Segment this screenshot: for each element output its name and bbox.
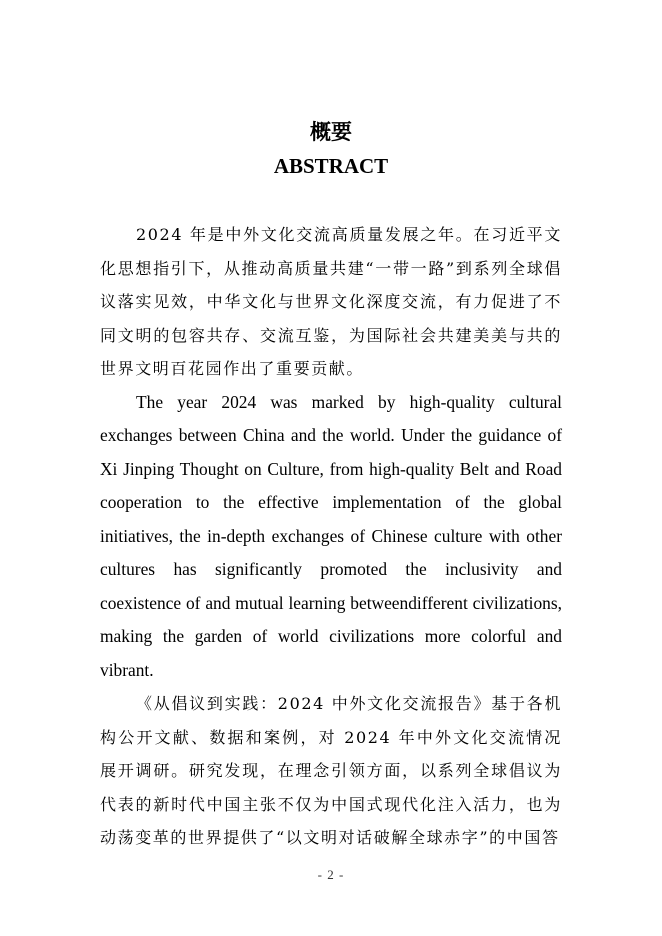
abstract-title-english: ABSTRACT (273, 154, 389, 178)
abstract-body (100, 218, 562, 855)
page-number: - 2 - (317, 867, 345, 882)
paragraph-english-summary: The year 2024 was marked by high-quality cultural exchanges between China and the world. Under the guidance of Xi Jinping Thought on Culture, from high-quality Belt and Road cooperation to the effective implementation of the global initiatives, the in-depth exchanges of Chinese culture with other cultures has significantly promoted the inclusivity and coexistence of and mutual learning betweendifferent civilizations, making the garden of world civilizations more colorful and vibrant. (100, 391, 562, 680)
paragraph-chinese-report: 《从倡议到实践：2024 中外文化交流报告》基于各机构公开文献、数据和案例，对 2024 年中外文化交流情况展开调研。研究发现，在理念引领方面，以系列全球倡议为代表的新时代中国主张不仅为中国式现代化注入活力，也为动荡变革的世界提供了“以文明对话破解全球赤字”的中国答 (100, 694, 562, 847)
abstract-title-chinese: 概要 (310, 120, 352, 144)
paragraph-chinese-intro: 2024 年是中外文化交流高质量发展之年。在习近平文化思想指引下，从推动高质量共建“一带一路”到系列全球倡议落实见效，中华文化与世界文化深度交流，有力促进了不同文明的包容共存、交流互鉴，为国际社会共建美美与共的世界文明百花园作出了重要贡献。 (100, 225, 562, 378)
